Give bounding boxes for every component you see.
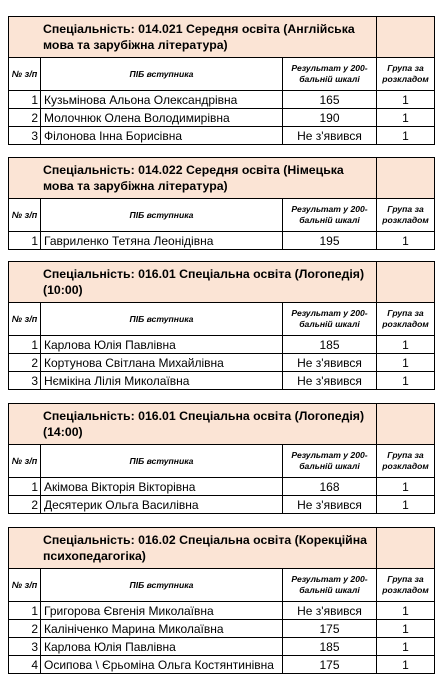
specialty-header-row (9, 404, 435, 445)
row-number: 3 (9, 372, 41, 390)
applicant-name: Карлова Юлія Павлівна (41, 638, 283, 656)
row-number: 1 (9, 232, 41, 250)
applicant-group: 1 (377, 336, 435, 354)
results-table (8, 527, 435, 674)
applicant-name: Григорова Євгенія Миколаївна (41, 602, 283, 620)
row-number: 3 (9, 638, 41, 656)
specialty-section (8, 403, 434, 514)
row-number: 1 (9, 91, 41, 109)
applicant-name: Гавриленко Тетяна Леонідівна (41, 232, 283, 250)
applicant-name: Молочнюк Олена Володимирівна (41, 109, 283, 127)
column-header-name: ПІБ вступника (41, 569, 283, 602)
table-row (9, 91, 435, 109)
table-row (9, 496, 435, 514)
applicant-group: 1 (377, 656, 435, 674)
applicant-group: 1 (377, 638, 435, 656)
specialty-header-row (9, 17, 435, 58)
applicant-score: Не з'явився (283, 372, 377, 390)
applicant-group: 1 (377, 620, 435, 638)
row-number: 1 (9, 478, 41, 496)
applicant-name: Осипова \ Єрьоміна Ольга Костянтинівна (41, 656, 283, 674)
applicant-score: Не з'явився (283, 354, 377, 372)
applicant-score: 185 (283, 638, 377, 656)
specialty-title: Спеціальність: 014.021 Середня освіта (Англійська мова та зарубіжна література) (9, 17, 377, 58)
column-header-row (9, 445, 435, 478)
applicant-name: Кортунова Світлана Михайлівна (41, 354, 283, 372)
results-table (8, 403, 435, 514)
column-header-score: Результат у 200-бальній шкалі (283, 58, 377, 91)
table-row (9, 109, 435, 127)
column-header-name: ПІБ вступника (41, 445, 283, 478)
specialty-header-spacer (377, 17, 435, 58)
applicant-group: 1 (377, 232, 435, 250)
specialty-section (8, 16, 434, 145)
column-header-no: № з/п (9, 569, 41, 602)
applicant-group: 1 (377, 372, 435, 390)
column-header-no: № з/п (9, 303, 41, 336)
row-number: 2 (9, 354, 41, 372)
row-number: 4 (9, 656, 41, 674)
column-header-group: Група за розкладом (377, 445, 435, 478)
column-header-row (9, 58, 435, 91)
specialty-title: Спеціальність: 014.022 Середня освіта (Німецька мова та зарубіжна література) (9, 158, 377, 199)
applicant-score: Не з'явився (283, 602, 377, 620)
applicant-name: Десятерик Ольга Василівна (41, 496, 283, 514)
column-header-score: Результат у 200-бальній шкалі (283, 445, 377, 478)
applicant-name: Нємікіна Лілія Миколаївна (41, 372, 283, 390)
table-row (9, 602, 435, 620)
column-header-name: ПІБ вступника (41, 303, 283, 336)
column-header-name: ПІБ вступника (41, 58, 283, 91)
table-row (9, 638, 435, 656)
applicant-score: 175 (283, 620, 377, 638)
column-header-score: Результат у 200-бальній шкалі (283, 569, 377, 602)
column-header-group: Група за розкладом (377, 199, 435, 232)
specialty-section (8, 527, 434, 674)
column-header-group: Група за розкладом (377, 569, 435, 602)
specialty-header-spacer (377, 158, 435, 199)
column-header-group: Група за розкладом (377, 303, 435, 336)
applicant-score: 175 (283, 656, 377, 674)
column-header-group: Група за розкладом (377, 58, 435, 91)
specialty-title: Спеціальність: 016.02 Спеціальна освіта (Корекційна психопедагогіка) (9, 528, 377, 569)
column-header-score: Результат у 200-бальній шкалі (283, 303, 377, 336)
specialty-title: Спеціальність: 016.01 Спеціальна освіта (Логопедія) (10:00) (9, 262, 377, 303)
specialty-section (8, 157, 434, 250)
applicant-name: Карлова Юлія Павлівна (41, 336, 283, 354)
applicant-score: 190 (283, 109, 377, 127)
applicant-group: 1 (377, 602, 435, 620)
table-row (9, 620, 435, 638)
applicant-score: 195 (283, 232, 377, 250)
specialty-header-row (9, 528, 435, 569)
applicant-score: 168 (283, 478, 377, 496)
column-header-row (9, 569, 435, 602)
results-table (8, 157, 435, 250)
specialty-header-spacer (377, 262, 435, 303)
table-row (9, 656, 435, 674)
row-number: 2 (9, 109, 41, 127)
row-number: 2 (9, 496, 41, 514)
applicant-score: Не з'явився (283, 127, 377, 145)
row-number: 1 (9, 336, 41, 354)
column-header-row (9, 303, 435, 336)
row-number: 1 (9, 602, 41, 620)
applicant-group: 1 (377, 496, 435, 514)
applicant-name: Калініченко Марина Миколаївна (41, 620, 283, 638)
applicant-group: 1 (377, 478, 435, 496)
applicant-score: Не з'явився (283, 496, 377, 514)
column-header-no: № з/п (9, 58, 41, 91)
table-row (9, 232, 435, 250)
column-header-score: Результат у 200-бальній шкалі (283, 199, 377, 232)
table-row (9, 372, 435, 390)
specialty-header-row (9, 262, 435, 303)
applicant-group: 1 (377, 109, 435, 127)
applicant-name: Філонова Інна Борисівна (41, 127, 283, 145)
table-row (9, 354, 435, 372)
table-row (9, 478, 435, 496)
table-row (9, 336, 435, 354)
column-header-row (9, 199, 435, 232)
results-document (8, 16, 434, 686)
specialty-header-spacer (377, 404, 435, 445)
row-number: 2 (9, 620, 41, 638)
applicant-name: Кузьмінова Альона Олександрівна (41, 91, 283, 109)
table-row (9, 127, 435, 145)
results-table (8, 16, 435, 145)
row-number: 3 (9, 127, 41, 145)
column-header-no: № з/п (9, 199, 41, 232)
specialty-header-spacer (377, 528, 435, 569)
specialty-header-row (9, 158, 435, 199)
specialty-title: Спеціальність: 016.01 Спеціальна освіта (Логопедія) (14:00) (9, 404, 377, 445)
applicant-score: 165 (283, 91, 377, 109)
results-table (8, 261, 435, 390)
applicant-group: 1 (377, 91, 435, 109)
column-header-no: № з/п (9, 445, 41, 478)
applicant-score: 185 (283, 336, 377, 354)
applicant-name: Акімова Вікторія Вікторівна (41, 478, 283, 496)
applicant-group: 1 (377, 354, 435, 372)
applicant-group: 1 (377, 127, 435, 145)
specialty-section (8, 261, 434, 390)
column-header-name: ПІБ вступника (41, 199, 283, 232)
